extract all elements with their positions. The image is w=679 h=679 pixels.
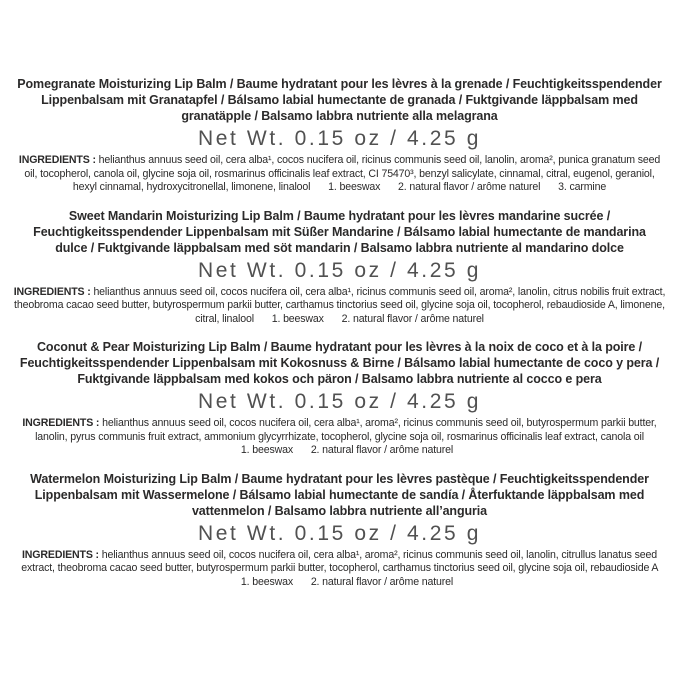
- net-weight: Net Wt. 0.15 oz / 4.25 g: [197, 127, 481, 150]
- footnote-carmine: 3. carmine: [558, 181, 607, 193]
- ingredients-paragraph: [12, 286, 667, 327]
- net-weight: Net Wt. 0.15 oz / 4.25 g: [197, 521, 481, 545]
- ingredients-list: helianthus annuus seed oil, cera alba¹, cocos nucifera oil, ricinus communis seed oil, lanolin, aroma², punica granatum seed oil, tocopherol, canola oil, glycine soja oil, rosmarinus officinalis leaf extract, CI 75470³, benzyl salicylate, cinnamal, citral, eugenol, geraniol, hexyl cinnamal, hydroxycitronellal, limonene, linalool: [24, 154, 661, 193]
- footnote-natural-flavor: 2. natural flavor / arôme naturel: [310, 575, 454, 588]
- ingredients-label: INGREDIENTS :: [22, 417, 100, 429]
- ingredients-list: helianthus annuus seed oil, cocos nucifera oil, cera alba¹, aroma², ricinus communis seed oil, lanolin, citrullus lanatus seed extract, theobroma cacao seed butter, butyrospermum parkii butter, tocopherol, carthamus tinctorius seed oil, glycine soja oil, rebaudioside A: [21, 548, 658, 574]
- footnote-natural-flavor: 2. natural flavor / arôme naturel: [398, 181, 541, 193]
- ingredients-label: INGREDIENTS :: [18, 154, 96, 166]
- ingredients-paragraph: [12, 417, 667, 458]
- product-section-pomegranate: [0, 76, 679, 195]
- net-weight: Net Wt. 0.15 oz / 4.25 g: [197, 390, 481, 413]
- product-title: Sweet Mandarin Moisturizing Lip Balm / Baume hydratant pour les lèvres mandarine sucrée / Feuchtigkeitsspendender Lippenbalsam mit Süßer Mandarine / Bálsamo labial humectante de mandarina dulce / Fuktgivande läppbalsam med söt mandarin / Balsamo labbra nutriente al mandarino dolce: [33, 208, 646, 255]
- ingredients-list: helianthus annuus seed oil, cocos nucifera oil, cera alba¹, aroma², ricinus communis seed oil, butyrospermum parkii butter, lanolin, pyrus communis fruit extract, ammonium glycyrrhizate, tocopherol, glycine soja oil, rosmarinus officinalis leaf extract, canola oil: [35, 417, 657, 443]
- product-section-watermelon: [0, 471, 679, 590]
- footnote-natural-flavor: 2. natural flavor / arôme naturel: [310, 444, 454, 456]
- ingredients-paragraph: [12, 549, 667, 590]
- ingredients-list: helianthus annuus seed oil, cocos nucifera oil, cera alba¹, ricinus communis seed oil, aroma², lanolin, citrus nobilis fruit extract, theobroma cacao seed butter, butyrospermum parkii butter, carthamus tinctorius seed oil, glycine soja oil, tocopherol, rebaudioside A, limonene, citral, linalool: [14, 285, 666, 325]
- product-section-sweet-mandarin: [0, 208, 679, 327]
- product-title: Watermelon Moisturizing Lip Balm / Baume hydratant pour les lèvres pastèque / Feuchtigkeitsspendender Lippenbalsam mit Wassermelone / Bálsamo labial humectante de sandía / Återfuktande läppbalsam med vattenmelon / Balsamo labbra nutriente all’anguria: [30, 471, 649, 518]
- ingredients-paragraph: [12, 154, 667, 195]
- footnote-beeswax: 1. beeswax: [240, 575, 294, 588]
- ingredients-label: INGREDIENTS :: [13, 285, 91, 298]
- footnote-beeswax: 1. beeswax: [328, 181, 381, 193]
- product-section-coconut-pear: [0, 339, 679, 458]
- footnote-natural-flavor: 2. natural flavor / arôme naturel: [341, 312, 484, 325]
- product-title: Coconut & Pear Moisturizing Lip Balm / Baume hydratant pour les lèvres à la noix de coco et à la poire / Feuchtigkeitsspendender Lippenbalsam mit Kokosnuss & Birne / Bálsamo labial humectante de coco y pera / Fuktgivande läppbalsam med kokos och päron / Balsamo labbra nutriente al cocco e pera: [19, 340, 660, 386]
- footnote-beeswax: 1. beeswax: [240, 444, 294, 456]
- net-weight: Net Wt. 0.15 oz / 4.25 g: [197, 258, 481, 282]
- ingredients-label: INGREDIENTS :: [22, 548, 99, 561]
- product-title: Pomegranate Moisturizing Lip Balm / Baume hydratant pour les lèvres à la grenade / Feuchtigkeitsspendender Lippenbalsam mit Granatapfel / Bálsamo labial humectante de granada / Fuktgivande läppbalsam med granatäpple / Balsamo labbra nutriente alla melagrana: [17, 77, 662, 123]
- footnote-beeswax: 1. beeswax: [271, 312, 324, 325]
